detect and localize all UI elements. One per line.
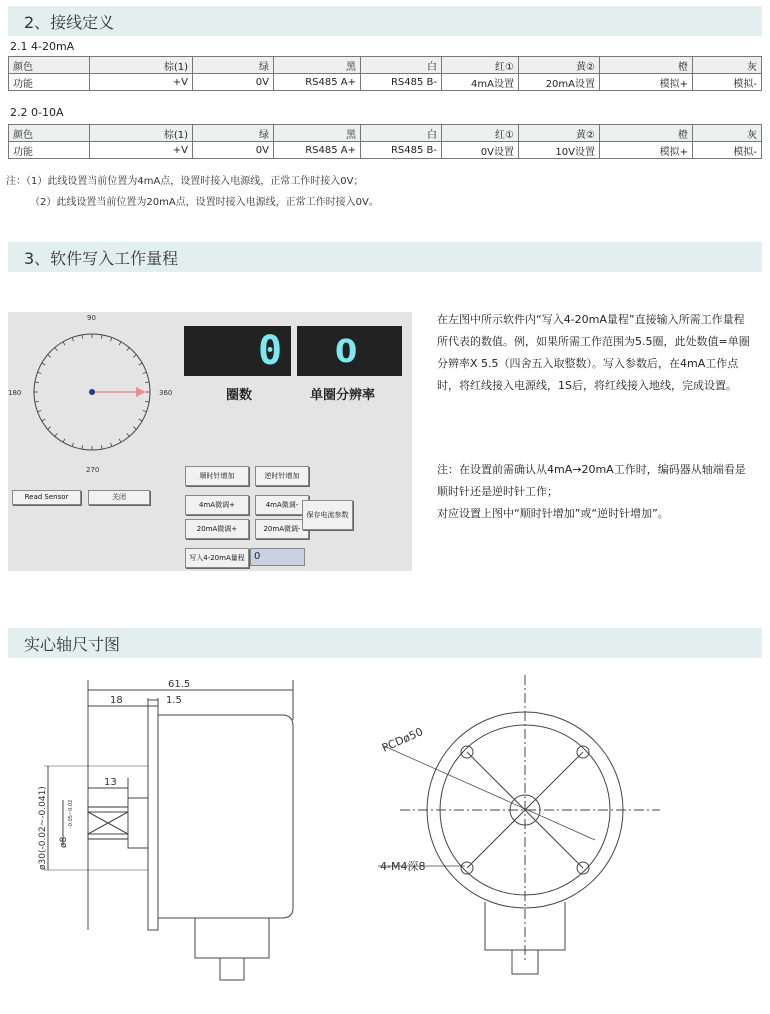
table-cell: 黄② (519, 125, 600, 142)
section-4-title: 实心轴尺寸图 (24, 635, 121, 654)
dial-tick (82, 335, 83, 339)
table-cell: 灰 (693, 125, 762, 142)
cable-gland (195, 918, 269, 958)
dial-tick (139, 363, 142, 365)
table-cell: 模拟+ (600, 74, 693, 91)
clockwise-increase-button[interactable]: 顺时针增加 (185, 466, 249, 486)
angle-dial (8, 314, 178, 477)
table-cell: RS485 B- (361, 142, 442, 159)
dial-tick (110, 443, 111, 447)
dial-tick (72, 337, 73, 341)
table-cell: 绿 (193, 125, 274, 142)
section-2-header (8, 6, 762, 36)
note-2: （2）此线设置当前位置为20mA点，设置时接入电源线，正常工作时接入0V。 (30, 197, 379, 208)
section-2-title: 2、接线定义 (24, 13, 115, 32)
dim-shaft-tol-label: -0.05~0.02 (68, 799, 74, 828)
wiring-table-4-20ma (8, 56, 762, 91)
read-sensor-button[interactable]: Read Sensor (12, 490, 81, 505)
table-cell: 黑 (274, 125, 361, 142)
table-cell: 棕(1) (90, 57, 193, 74)
dial-tick (42, 363, 45, 365)
dial-tick (55, 348, 58, 351)
table-cell: 白 (361, 125, 442, 142)
dial-tick (110, 337, 111, 341)
table-cell: 颜色 (9, 125, 90, 142)
subheading-0-10a: 2.2 0-10A (10, 106, 64, 119)
dial-tick (145, 401, 149, 402)
dial-tick (133, 355, 136, 358)
table-cell: 模拟- (693, 74, 762, 91)
table-cell: 橙 (600, 57, 693, 74)
table-cell: 功能 (9, 74, 90, 91)
dial-center (89, 389, 95, 395)
table-cell: 绿 (193, 57, 274, 74)
table-cell: 黄② (519, 57, 600, 74)
dial-tick (72, 443, 73, 447)
dial-tick (101, 445, 102, 449)
pcd-leader (384, 746, 595, 840)
dial-tick (35, 401, 39, 402)
subheading-4-20ma: 2.1 4-20mA (10, 40, 75, 53)
turns-value: 0 (258, 328, 283, 374)
20ma-fine-down-button[interactable]: 20mA微调- (255, 519, 309, 539)
section-3-header (8, 242, 762, 272)
front-view-drawing (370, 670, 690, 990)
resolution-label: 单圈分辨率 (310, 388, 376, 403)
4ma-fine-down-button[interactable]: 4mA微调- (255, 495, 309, 515)
dial-label-270: 270 (86, 466, 100, 474)
table-cell: 橙 (600, 125, 693, 142)
dial-tick (35, 382, 39, 383)
dial-tick (63, 439, 65, 442)
table-cell: 0V设置 (442, 142, 519, 159)
dial-tick (145, 382, 149, 383)
table-cell: +V (90, 142, 193, 159)
table-cell: 10V设置 (519, 142, 600, 159)
dial-tick (37, 410, 41, 411)
resolution-value: 0 (335, 332, 358, 370)
dial-tick (127, 433, 130, 436)
direction-note: 注：在设置前需确认从4mA→20mA工作时，编码器从轴端看是顺时针还是逆时针工作； (437, 463, 746, 498)
direction-note-2: 对应设置上图中“顺时针增加”或“逆时针增加”。 (437, 507, 669, 520)
flange-plate (148, 700, 158, 930)
dial-tick (63, 342, 65, 345)
dial-tick (48, 427, 51, 430)
table-row (9, 142, 762, 159)
dim-shaft-label: 13 (104, 777, 117, 788)
dial-tick (37, 372, 41, 373)
dim-body-dia-label: ø30(-0.02~-0.041) (38, 786, 48, 870)
note-1: 注：（1）此线设置当前位置为4mA点，设置时接入电源线，正常工作时接入0V； (6, 176, 364, 187)
table-header-row (9, 57, 762, 74)
table-cell: RS485 A+ (274, 74, 361, 91)
table-cell: RS485 B- (361, 74, 442, 91)
counterclockwise-increase-button[interactable]: 逆时针增加 (255, 466, 309, 486)
table-cell: 4mA设置 (442, 74, 519, 91)
table-cell: 模拟- (693, 142, 762, 159)
table-cell: 颜色 (9, 57, 90, 74)
table-cell: 红① (442, 57, 519, 74)
section-4-header (8, 628, 762, 658)
table-cell: RS485 A+ (274, 142, 361, 159)
side-view-drawing (30, 670, 320, 1005)
dial-tick (139, 419, 142, 421)
range-input[interactable]: 0 (250, 548, 305, 566)
write-range-button[interactable]: 写入4-20mA量程 (185, 548, 249, 568)
table-cell: 黑 (274, 57, 361, 74)
wiring-table-0-10a (8, 124, 762, 159)
table-cell: 功能 (9, 142, 90, 159)
table-cell: +V (90, 74, 193, 91)
table-cell: 灰 (693, 57, 762, 74)
dim-flange-label: 18 (110, 695, 123, 706)
resolution-display (297, 326, 402, 376)
software-window (8, 312, 412, 571)
dial-tick (119, 342, 121, 345)
dial-tick (143, 372, 147, 373)
table-cell: 0V (193, 74, 274, 91)
pcd-label: PCDø50 (379, 725, 425, 755)
encoder-body (158, 715, 293, 918)
save-current-params-button[interactable]: 保存电流参数 (302, 500, 353, 530)
dial-tick (143, 410, 147, 411)
section-3-title: 3、软件写入工作量程 (24, 249, 179, 268)
dial-tick (119, 439, 121, 442)
table-header-row (9, 125, 762, 142)
turns-display (184, 326, 291, 376)
dim-flange-thk-label: 1.5 (166, 695, 182, 706)
software-description: 在左图中所示软件内“写入4-20mA量程”直接输入所需工作量程所代表的数值。例，如果所需工作范围为5.5圈，此处数值=单圈分辨率X 5.5（四舍五入取整数）。写入参数后，在4mA工作点时，将红线接入电源线，1S后，将红线接入地线，完成设置。 (437, 313, 750, 392)
dial-tick (48, 355, 51, 358)
dial-tick (55, 433, 58, 436)
dim-shaft-dia-label: ø8 (59, 836, 69, 848)
dial-tick (101, 335, 102, 339)
table-cell: 模拟+ (600, 142, 693, 159)
close-button[interactable]: 关闭 (88, 490, 150, 505)
turns-label: 圈数 (226, 388, 253, 403)
dial-tick (127, 348, 130, 351)
table-cell: 棕(1) (90, 125, 193, 142)
20ma-fine-up-button[interactable]: 20mA微调+ (185, 519, 249, 539)
dial-label-90: 90 (87, 314, 96, 322)
dial-pointer-head (136, 387, 146, 397)
4ma-fine-up-button[interactable]: 4mA微调+ (185, 495, 249, 515)
table-cell: 红① (442, 125, 519, 142)
dim-overall-label: 61.5 (168, 679, 191, 690)
table-cell: 白 (361, 57, 442, 74)
dial-tick (133, 427, 136, 430)
holes-label: 4-M4深8 (380, 860, 426, 873)
dial-label-360: 360 (159, 389, 173, 397)
dial-tick (82, 445, 83, 449)
dial-tick (42, 419, 45, 421)
cable-gland-nut (220, 958, 244, 980)
dial-label-180: 180 (8, 389, 22, 397)
table-cell: 20mA设置 (519, 74, 600, 91)
table-row (9, 74, 762, 91)
flange-hub (128, 798, 148, 848)
table-cell: 0V (193, 142, 274, 159)
